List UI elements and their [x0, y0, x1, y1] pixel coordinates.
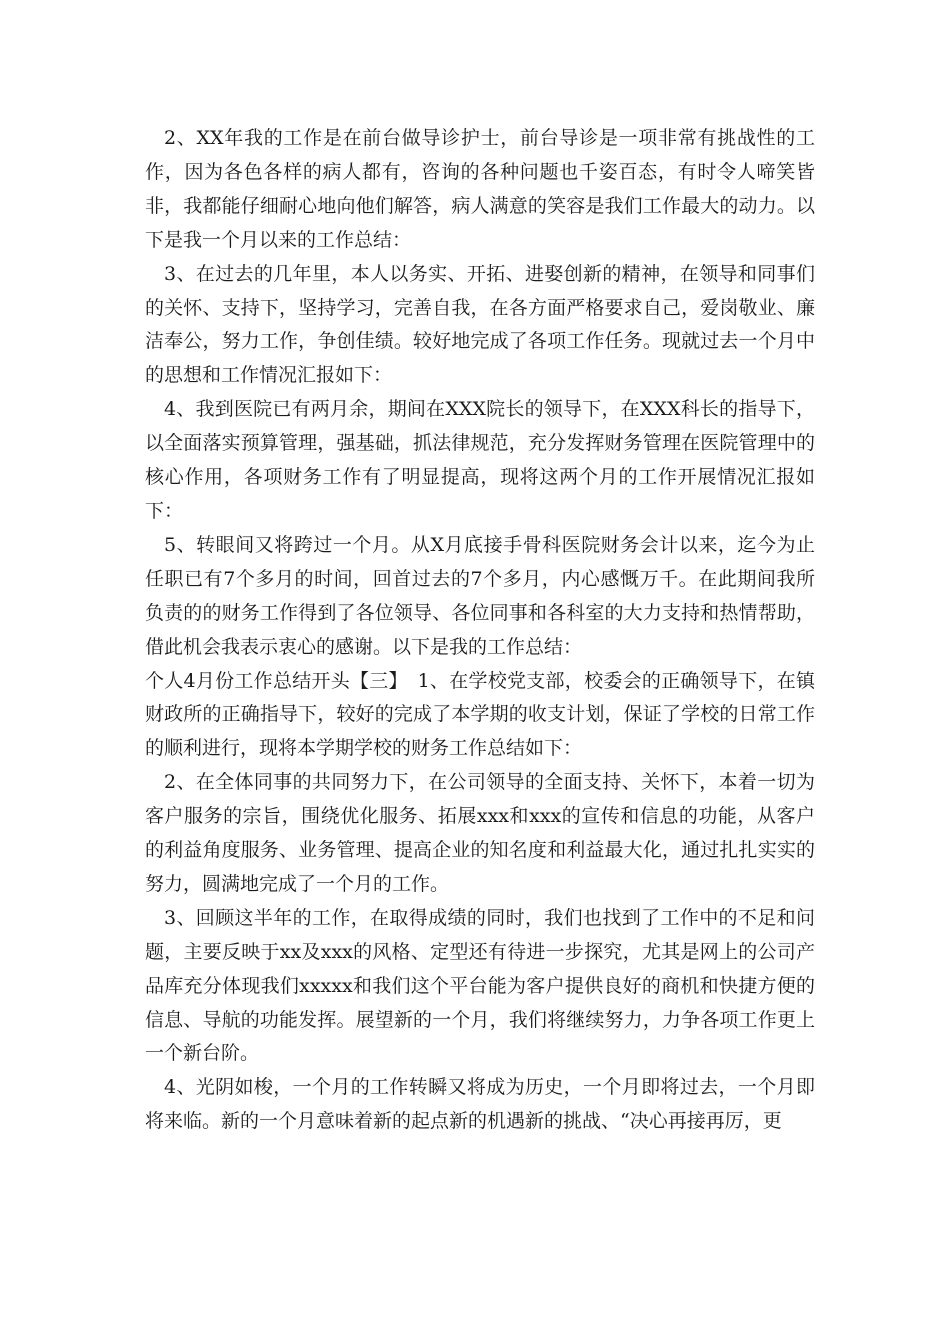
section-heading-paragraph: 个人4月份工作总结开头【三】 1、在学校党支部，校委会的正确领导下，在镇财政所的正确指导下，较好的完成了本学期的收支计划，保证了学校的日常工作的顺利进行，现将本学期学校的财务工作总结如下：	[145, 669, 815, 760]
document-body	[145, 122, 815, 1139]
paragraph-item-5-orthopedic-accounting: 5、转眼间又将跨过一个月。从X月底接手骨科医院财务会计以来，迄今为止任职已有7个多月的时间，回首过去的7个多月，内心感慨万千。在此期间我所负责的的财务工作得到了各位领导、各位同事和各科室的大力支持和热情帮助，借此机会我表示衷心的感谢。以下是我的工作总结：	[145, 533, 815, 658]
paragraph-item-4-time-flies: 4、光阴如梭，一个月的工作转瞬又将成为历史，一个月即将过去，一个月即将来临。新的一个月意味着新的起点新的机遇新的挑战、“决心再接再厉，更	[145, 1076, 815, 1133]
paragraph-item-4-hospital-finance: 4、我到医院已有两月余，期间在XXX院长的领导下，在XXX科长的指导下，以全面落实预算管理，强基础，抓法律规范，充分发挥财务管理在医院管理中的核心作用，各项财务工作有了明显提高，现将这两个月的工作开展情况汇报如下：	[145, 398, 815, 522]
paragraph-item-3-half-year-review: 3、回顾这半年的工作，在取得成绩的同时，我们也找到了工作中的不足和问题，主要反映于xx及xxx的风格、定型还有待进一步探究，尤其是网上的公司产品库充分体现我们xxxxx和我们这个平台能为客户提供良好的商机和快捷方便的信息、导航的功能发挥。展望新的一个月，我们将继续努力，力争各项工作更上一个新台阶。	[145, 906, 815, 1065]
paragraph-item-2-company-service: 2、在全体同事的共同努力下，在公司领导的全面支持、关怀下，本着一切为客户服务的宗旨，围绕优化服务、拓展xxx和xxx的宣传和信息的功能，从客户的利益角度服务、业务管理、提高企业的知名度和利益最大化，通过扎扎实实的努力，圆满地完成了一个月的工作。	[145, 771, 815, 895]
paragraph-item-3-past-years: 3、在过去的几年里，本人以务实、开拓、进娶创新的精神，在领导和同事们的关怀、支持下，坚持学习，完善自我，在各方面严格要求自己，爱岗敬业、廉洁奉公，努力工作，争创佳绩。较好地完成了各项工作任务。现就过去一个月中的思想和工作情况汇报如下：	[145, 262, 815, 387]
paragraph-item-2-triage-nurse: 2、XX年我的工作是在前台做导诊护士，前台导诊是一项非常有挑战性的工作，因为各色各样的病人都有，咨询的各种问题也千姿百态，有时令人啼笑皆非，我都能仔细耐心地向他们解答，病人满意的笑容是我们工作最大的动力。以下是我一个月以来的工作总结：	[145, 127, 815, 251]
